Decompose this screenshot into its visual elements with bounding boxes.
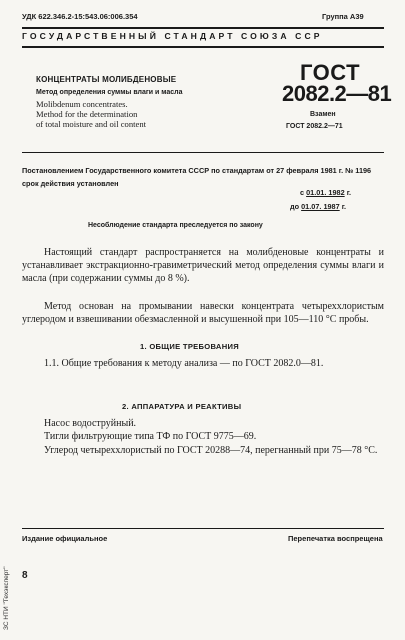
gost-number: 2082.2—81 — [282, 81, 392, 106]
title-en-line: Molibdenum concentrates. — [36, 99, 128, 109]
banner-bottom-rule — [22, 46, 384, 48]
page-number: 8 — [22, 570, 28, 581]
general-requirements-paragraph: 1.1. Общие требования к методу анализа — по ГОСТ 2082.0—81. — [44, 358, 324, 369]
resolution-text: Постановлением Государственного комитета СССР по стандартам от 27 февраля 1981 г. № 1196 срок действия установлен — [22, 166, 372, 188]
section-divider — [22, 152, 384, 153]
document-title-ru: КОНЦЕНТРАТЫ МОЛИБДЕНОВЫЕ — [36, 75, 177, 84]
title-en-line: Method for the determination — [36, 109, 138, 119]
document-title-en — [36, 99, 146, 129]
section-heading-general: 1. ОБЩИЕ ТРЕБОВАНИЯ — [140, 342, 240, 351]
validity-from-date: 01.01. 1982 — [306, 188, 345, 197]
legal-notice: Несоблюдение стандарта преследуется по закону — [88, 222, 263, 229]
vertical-watermark-wrap — [3, 530, 13, 640]
footer-divider — [22, 528, 384, 529]
validity-to-date: 01.07. 1987 — [301, 202, 340, 211]
document-subtitle-ru: Метод определения суммы влаги и масла — [36, 89, 183, 96]
validity-from-suffix: г. — [346, 188, 352, 197]
gost-label: ГОСТ — [300, 60, 361, 85]
validity-from-prefix: с — [300, 188, 305, 197]
section-heading-apparatus: 2. АППАРАТУРА И РЕАКТИВЫ — [122, 402, 242, 411]
reagent-paragraph: Углерод четыреххлористый по ГОСТ 20288—74, перегнанный при 75—78 °С. — [44, 445, 378, 456]
replaces-value: ГОСТ 2082.2—71 — [286, 123, 343, 130]
official-edition-label: Издание официальное — [22, 534, 108, 543]
replaces-label: Взамен — [310, 111, 336, 118]
validity-to-suffix: г. — [341, 202, 347, 211]
apparatus-item: Тигли фильтрующие типа ТФ по ГОСТ 9775—69. — [44, 431, 257, 442]
standard-banner: ГОСУДАРСТВЕННЫЙ СТАНДАРТ СОЮЗА ССР — [22, 31, 323, 41]
udk-code: УДК 622.346.2-15:543.06:006.354 — [22, 12, 138, 21]
banner-top-rule — [22, 27, 384, 29]
apparatus-item: Насос водоструйный. — [44, 418, 137, 429]
scope-paragraph: Настоящий стандарт распространяется на молибденовые концентраты и устанавливает экстракционно-гравиметрический метод определения суммы влаги и масла (при содержании суммы до 8 %). — [22, 247, 384, 284]
reprint-prohibited-label: Перепечатка воспрещена — [288, 534, 383, 543]
method-paragraph: Метод основан на промывании навески концентрата четыреххлористым углеродом и взвешивании обезмасленной и высушенной при 105—110 °С пробы. — [22, 301, 384, 325]
group-code: Группа А39 — [322, 12, 364, 21]
title-en-line: of total moisture and oil content — [36, 119, 147, 129]
validity-from — [300, 188, 351, 197]
vertical-watermark: ЗС НТИ "Техэксперт" — [3, 566, 10, 630]
validity-to — [290, 202, 346, 211]
validity-to-prefix: до — [290, 202, 300, 211]
